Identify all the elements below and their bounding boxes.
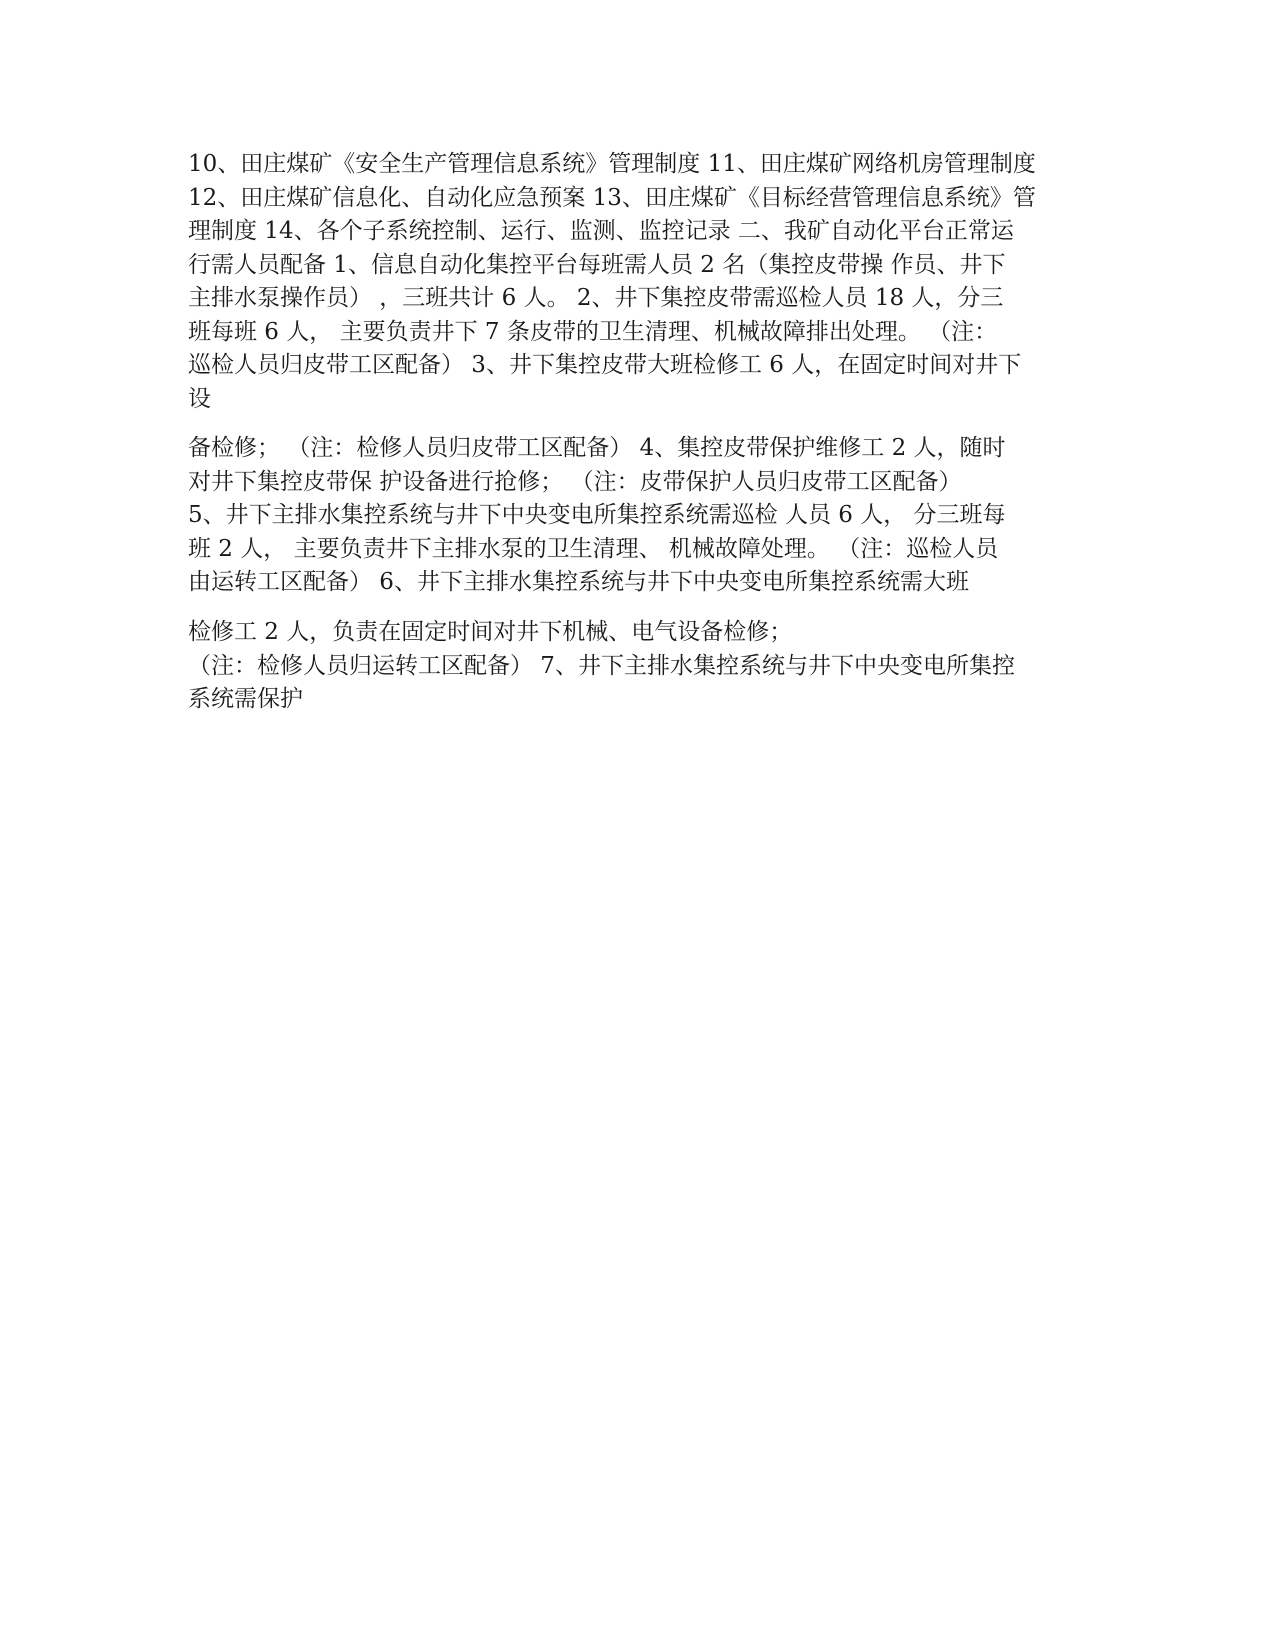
text-line: 班 2 人， 主要负责井下主排水泵的卫生清理、 机械故障处理。 （注：巡检人员 [188, 535, 999, 562]
paragraph-block-2 [188, 432, 1098, 600]
paragraph-block-1 [188, 148, 1098, 416]
text-line: 行需人员配备 1、信息自动化集控平台每班需人员 2 名（集控皮带操 作员、井下 [188, 251, 1006, 278]
text-line: 由运转工区配备） 6、井下主排水集控系统与井下中央变电所集控系统需大班 [188, 569, 969, 595]
text-line: （注：检修人员归运转工区配备） 7、井下主排水集控系统与井下中央变电所集控 [188, 652, 1015, 679]
text-line: 对井下集控皮带保 护设备进行抢修； （注：皮带保护人员归皮带工区配备） [188, 468, 962, 495]
text-line: 系统需保护 [188, 686, 303, 712]
text-line: 12、田庄煤矿信息化、自动化应急预案 13、田庄煤矿《目标经营管理信息系统》管 [188, 184, 1036, 211]
paragraph-block-3 [188, 616, 1098, 717]
text-line: 主排水泵操作员） ，三班共计 6 人。 2、井下集控皮带需巡检人员 18 人，分三 [188, 285, 1004, 311]
text-line: 检修工 2 人，负责在固定时间对井下机械、电气设备检修； [188, 619, 793, 645]
text-line: 设 [188, 385, 211, 412]
text-line: 理制度 14、各个子系统控制、运行、监测、监控记录 二、我矿自动化平台正常运 [188, 218, 1014, 244]
text-line: 巡检人员归皮带工区配备） 3、井下集控皮带大班检修工 6 人，在固定时间对井下 [188, 352, 1022, 378]
text-line: 10、田庄煤矿《安全生产管理信息系统》管理制度 11、田庄煤矿网络机房管理制度 [188, 151, 1036, 177]
text-line: 备检修； （注：检修人员归皮带工区配备） 4、集控皮带保护维修工 2 人，随时 [188, 435, 1006, 461]
text-line: 班每班 6 人， 主要负责井下 7 条皮带的卫生清理、机械故障排出处理。 （注： [188, 318, 998, 345]
text-line: 5、井下主排水集控系统与井下中央变电所集控系统需巡检 人员 6 人， 分三班每 [188, 502, 1006, 528]
